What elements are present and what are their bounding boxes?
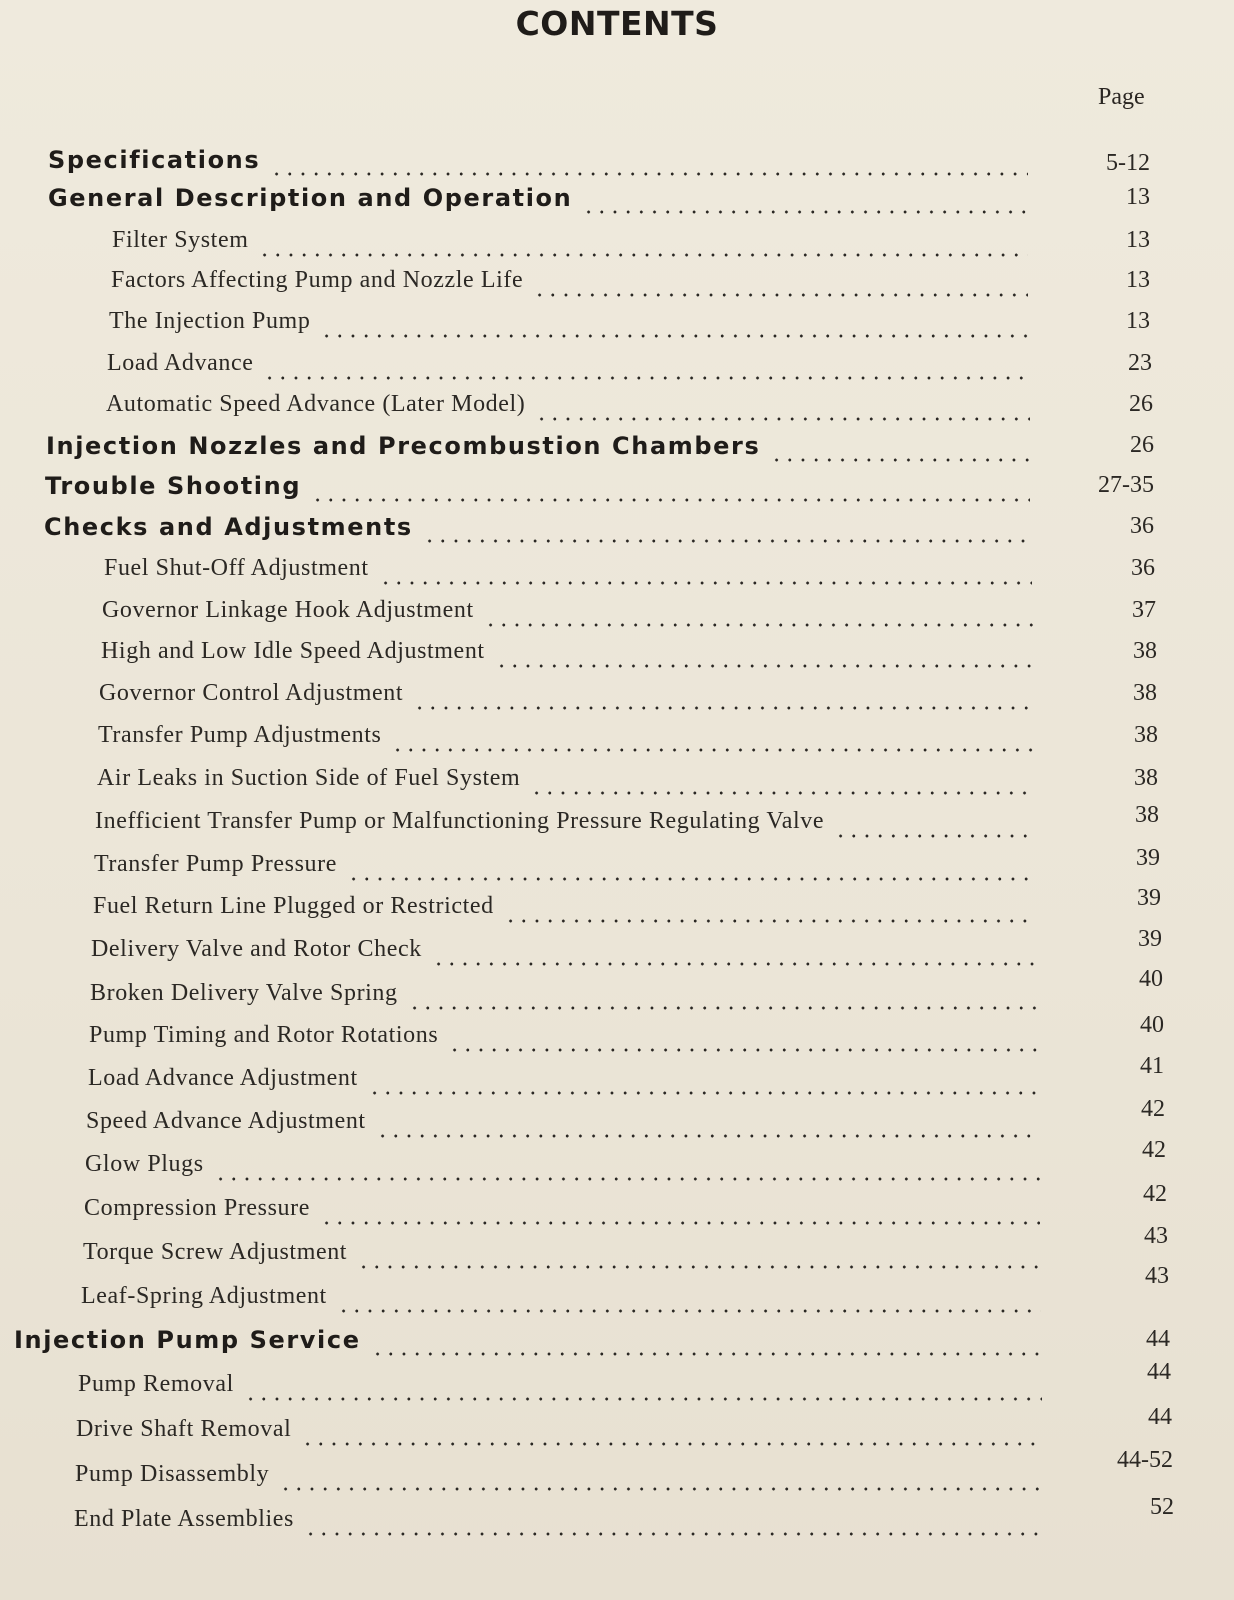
dot-leader — [448, 1034, 1038, 1054]
toc-entry-page-number: 42 — [1142, 1137, 1166, 1163]
toc-entry — [104, 555, 1032, 591]
toc-entry-page-number: 26 — [1130, 432, 1154, 458]
toc-entry-page-number: 23 — [1128, 350, 1152, 376]
toc-entry-label: Drive Shaft Removal — [76, 1416, 292, 1442]
toc-entry — [81, 1283, 1041, 1319]
toc-entry-page-number: 52 — [1150, 1494, 1174, 1520]
dot-leader — [770, 444, 1030, 464]
toc-entry-label: Automatic Speed Advance (Later Model) — [106, 391, 526, 417]
dot-leader — [214, 1163, 1040, 1183]
dot-leader — [495, 650, 1033, 670]
toc-entry — [86, 1108, 1039, 1144]
toc-entry-label: Torque Screw Adjustment — [83, 1239, 348, 1265]
toc-entry — [112, 227, 1028, 263]
toc-entry-page-number: 38 — [1134, 722, 1158, 748]
toc-entry-label: Transfer Pump Adjustments — [98, 722, 382, 748]
toc-entry — [107, 350, 1030, 386]
toc-entry-page-number: 39 — [1137, 885, 1161, 911]
toc-entry-page-number: 43 — [1145, 1263, 1169, 1289]
toc-entry — [48, 146, 1028, 182]
toc-entry-page-number: 42 — [1141, 1096, 1165, 1122]
toc-entry-page-number: 40 — [1139, 966, 1163, 992]
dot-leader — [320, 320, 1028, 340]
toc-entry-label: Pump Timing and Rotor Rotations — [89, 1022, 439, 1048]
toc-entry — [91, 936, 1036, 972]
toc-entry-label: Governor Linkage Hook Adjustment — [102, 597, 474, 623]
toc-entry — [97, 765, 1034, 801]
toc-entry — [46, 432, 1030, 468]
toc-entry-page-number: 27-35 — [1098, 472, 1154, 498]
toc-entry-page-number: 44 — [1148, 1404, 1172, 1430]
toc-entry-label: Load Advance — [107, 350, 254, 376]
toc-entry — [78, 1371, 1042, 1407]
dot-leader — [391, 734, 1034, 754]
toc-entry-label: Pump Disassembly — [75, 1461, 270, 1487]
toc-entry-label: Pump Removal — [78, 1371, 234, 1397]
dot-leader — [304, 1518, 1044, 1538]
toc-entry-label: The Injection Pump — [109, 308, 311, 334]
toc-entry-label: Transfer Pump Pressure — [94, 851, 337, 877]
toc-entry-label: Broken Delivery Valve Spring — [90, 980, 398, 1006]
toc-entry — [48, 184, 1028, 220]
toc-entry-label: End Plate Assemblies — [74, 1506, 294, 1532]
toc-entry-page-number: 13 — [1126, 308, 1150, 334]
dot-leader — [337, 1295, 1041, 1315]
toc-entry — [90, 980, 1037, 1016]
dot-leader — [347, 863, 1035, 883]
toc-entry-page-number: 39 — [1136, 845, 1160, 871]
toc-entry-page-number: 5-12 — [1106, 150, 1150, 176]
toc-entry-label: Governor Control Adjustment — [99, 680, 404, 706]
toc-entry-label: Fuel Return Line Plugged or Restricted — [93, 893, 494, 919]
toc-entry-label: Factors Affecting Pump and Nozzle Life — [111, 267, 524, 293]
toc-entry — [106, 391, 1030, 427]
toc-entry-page-number: 41 — [1140, 1053, 1164, 1079]
toc-entry — [44, 513, 1030, 549]
toc-entry-label: Injection Nozzles and Precombustion Chambers — [46, 432, 761, 460]
toc-entry-page-number: 39 — [1138, 926, 1162, 952]
dot-leader — [258, 239, 1028, 259]
toc-entry-label: Leaf-Spring Adjustment — [81, 1283, 327, 1309]
dot-leader — [368, 1077, 1039, 1097]
toc-entry-page-number: 36 — [1131, 555, 1155, 581]
dot-leader — [484, 609, 1033, 629]
toc-entry-page-number: 38 — [1133, 638, 1157, 664]
dot-leader — [504, 905, 1036, 925]
dot-leader — [530, 777, 1034, 797]
toc-entry — [14, 1326, 1041, 1362]
toc-entry — [88, 1065, 1039, 1101]
dot-leader — [432, 948, 1036, 968]
toc-entry-label: Compression Pressure — [84, 1195, 310, 1221]
dot-leader — [244, 1383, 1042, 1403]
dot-leader — [279, 1473, 1043, 1493]
toc-entry-page-number: 38 — [1134, 765, 1158, 791]
toc-entry — [94, 851, 1035, 887]
toc-entry — [102, 597, 1033, 633]
toc-entry-label: Trouble Shooting — [45, 472, 302, 500]
dot-leader — [423, 525, 1030, 545]
toc-entry — [99, 680, 1033, 716]
toc-entry-page-number: 40 — [1140, 1012, 1164, 1038]
toc-entry-label: Load Advance Adjustment — [88, 1065, 358, 1091]
page-title: CONTENTS — [515, 4, 719, 43]
dot-leader — [301, 1428, 1042, 1448]
toc-entry-label: General Description and Operation — [48, 184, 573, 212]
toc-entry-page-number: 26 — [1129, 391, 1153, 417]
toc-entry — [101, 638, 1033, 674]
dot-leader — [371, 1338, 1041, 1358]
toc-entry-label: Filter System — [112, 227, 249, 253]
toc-entry-label: Fuel Shut-Off Adjustment — [104, 555, 369, 581]
dot-leader — [263, 362, 1030, 382]
toc-entry-label: Speed Advance Adjustment — [86, 1108, 366, 1134]
toc-entry — [84, 1195, 1040, 1231]
toc-entry-page-number: 36 — [1130, 513, 1154, 539]
dot-leader — [535, 403, 1030, 423]
toc-entry-page-number: 13 — [1126, 184, 1150, 210]
toc-entry-page-number: 44-52 — [1117, 1447, 1173, 1473]
toc-entry — [98, 722, 1034, 758]
dot-leader — [379, 567, 1032, 587]
dot-leader — [834, 820, 1034, 840]
toc-entry-page-number: 13 — [1126, 227, 1150, 253]
toc-entry-label: Specifications — [48, 146, 261, 174]
toc-entry-label: Glow Plugs — [85, 1151, 204, 1177]
dot-leader — [320, 1207, 1040, 1227]
dot-leader — [357, 1251, 1040, 1271]
toc-entry-label: High and Low Idle Speed Adjustment — [101, 638, 485, 664]
toc-entry — [85, 1151, 1040, 1187]
toc-entry — [95, 808, 1034, 844]
toc-entry-label: Air Leaks in Suction Side of Fuel System — [97, 765, 521, 791]
toc-entry-page-number: 42 — [1143, 1181, 1167, 1207]
toc-entry-page-number: 38 — [1135, 802, 1159, 828]
toc-entry-page-number: 37 — [1132, 597, 1156, 623]
dot-leader — [408, 992, 1037, 1012]
dot-leader — [270, 158, 1028, 178]
toc-entry — [83, 1239, 1040, 1275]
toc-entry — [93, 893, 1036, 929]
dot-leader — [413, 692, 1033, 712]
toc-entry — [111, 267, 1028, 303]
toc-entry — [75, 1461, 1043, 1497]
toc-entry — [45, 472, 1030, 508]
dot-leader — [533, 279, 1028, 299]
toc-entry-label: Inefficient Transfer Pump or Malfunctioning Pressure Regulating Valve — [95, 808, 825, 834]
toc-entry-page-number: 44 — [1146, 1326, 1170, 1352]
dot-leader — [582, 196, 1028, 216]
toc-entry-label: Delivery Valve and Rotor Check — [91, 936, 422, 962]
toc-entry — [89, 1022, 1038, 1058]
toc-entry-page-number: 44 — [1147, 1359, 1171, 1385]
toc-entry-page-number: 43 — [1144, 1223, 1168, 1249]
toc-entry — [76, 1416, 1042, 1452]
toc-entry-label: Checks and Adjustments — [44, 513, 413, 541]
toc-entry-label: Injection Pump Service — [14, 1326, 361, 1354]
toc-entry-page-number: 13 — [1126, 267, 1150, 293]
toc-entry — [74, 1506, 1044, 1542]
toc-entry-page-number: 38 — [1133, 680, 1157, 706]
dot-leader — [311, 484, 1030, 504]
dot-leader — [376, 1120, 1039, 1140]
toc-entry — [109, 308, 1028, 344]
page-column-header: Page — [1098, 84, 1145, 110]
